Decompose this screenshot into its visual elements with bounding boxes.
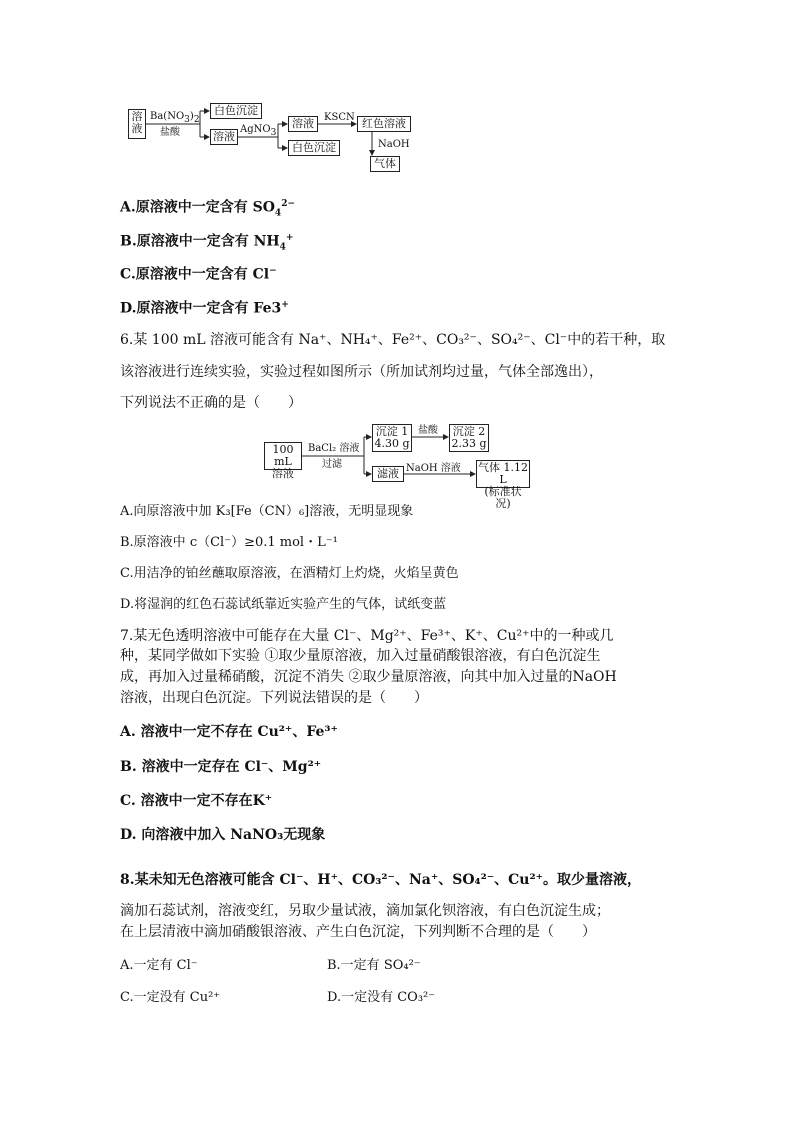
q7-stem-3: 成，再加入过量稀硝酸，沉淀不消失 ②取少量原溶液，向其中加入过量的NaOH: [120, 669, 617, 685]
reagent-naoh-2: NaOH 溶液: [406, 463, 461, 474]
q5-option-b: B.原溶液中一定含有 $NH_4^+$: [120, 233, 294, 253]
solution-2: 溶液: [288, 116, 318, 132]
reagent-naoh: NaOH: [378, 139, 410, 150]
filtrate-box: 滤液: [372, 466, 404, 482]
q8-stem-2: 滴加石蕊试剂，溶液变红，另取少量试液，滴加氯化钡溶液，有白色沉淀生成；: [120, 903, 610, 919]
reagent-agno3: AgNO$_3$: [240, 124, 277, 138]
q6-stem-2: 该溶液进行连续实验，实验过程如图所示（所加试剂均过量，气体全部逸出），: [120, 364, 603, 380]
reagent-filter: 过滤: [322, 459, 342, 470]
q6-stem-3: 下列说法不正确的是（ ）: [120, 395, 302, 411]
q8-stem-3: 在上层清液中滴加硝酸银溶液、产生白色沉淀，下列判断不合理的是（ ）: [120, 924, 596, 940]
q5-option-c: C.原溶液中一定含有 Cl−: [120, 266, 277, 283]
reagent-hcl: 盐酸: [160, 127, 180, 138]
q6-option-a: A.向原溶液中加 K₃[Fe（CN）₆]溶液，无明显现象: [120, 504, 414, 519]
gas-volume-box: 气体 1.12 L (标准状况): [478, 461, 528, 510]
q7-option-b: B. 溶液中一定存在 Cl⁻、Mg²⁺: [120, 759, 322, 775]
precipitate-2-box: 沉淀 2 2.33 g: [449, 424, 489, 452]
q8-option-b: B.一定有 SO₄²⁻: [327, 958, 421, 973]
q6-stem-1: 6.某 100 mL 溶液可能含有 Na⁺、NH₄⁺、Fe²⁺、CO₃²⁻、SO₄²⁻、Cl⁻中的若干种，取: [120, 332, 666, 348]
red-solution: 红色溶液: [357, 116, 411, 132]
q7-option-c: C. 溶液中一定不存在K⁺: [120, 793, 273, 809]
q5-option-d: D.原溶液中一定含有 Fe3+: [120, 300, 289, 317]
q7-stem-1: 7.某无色透明溶液中可能存在大量 Cl⁻、Mg²⁺、Fe³⁺、K⁺、Cu²⁺中的一种或几: [120, 628, 614, 644]
reagent-kscn: KSCN: [324, 112, 355, 123]
q6-option-b: B.原溶液中 c（Cl⁻）≥0.1 mol・L⁻¹: [120, 535, 338, 550]
q8-option-a: A.一定有 Cl⁻: [120, 958, 198, 973]
q8-option-c: C.一定没有 Cu²⁺: [120, 990, 221, 1005]
white-precipitate-2: 白色沉淀: [288, 140, 340, 156]
precipitate-1-box: 沉淀 1 4.30 g: [372, 424, 412, 452]
q7-option-a: A. 溶液中一定不存在 Cu²⁺、Fe³⁺: [120, 724, 338, 740]
start-solution-box: 溶液: [128, 109, 146, 139]
q8-option-d: D.一定没有 CO₃²⁻: [327, 990, 436, 1005]
white-precipitate-1: 白色沉淀: [210, 103, 262, 119]
reagent-ba-no3: $Ba(NO_3)_2$: [150, 111, 200, 125]
q7-stem-2: 种，某同学做如下实验 ①取少量原溶液，加入过量硝酸银溶液，有白色沉淀生: [120, 648, 601, 664]
q6-option-c: C.用洁净的铂丝蘸取原溶液，在酒精灯上灼烧，火焰呈黄色: [120, 566, 459, 581]
start-100ml-box: 100 mL 溶液: [264, 442, 302, 470]
q5-option-a: A.原溶液中一定含有 $SO_4^{2-}$: [120, 199, 295, 219]
gas-box: 气体: [370, 156, 400, 172]
reagent-bacl2: BaCl₂ 溶液: [308, 443, 360, 454]
q8-stem-1: 8.某未知无色溶液可能含 Cl⁻、H⁺、CO₃²⁻、Na⁺、SO₄²⁻、Cu²⁺。取少量溶液，: [120, 872, 642, 888]
q6-option-d: D.将湿润的红色石蕊试纸靠近实验产生的气体，试纸变蓝: [120, 597, 447, 612]
q7-stem-4: 溶液，出现白色沉淀。下列说法错误的是（ ）: [120, 690, 428, 706]
reagent-hcl-2: 盐酸: [418, 425, 438, 436]
solution-1: 溶液: [210, 129, 238, 145]
q7-option-d: D. 向溶液中加入 NaNO₃无现象: [120, 827, 326, 843]
